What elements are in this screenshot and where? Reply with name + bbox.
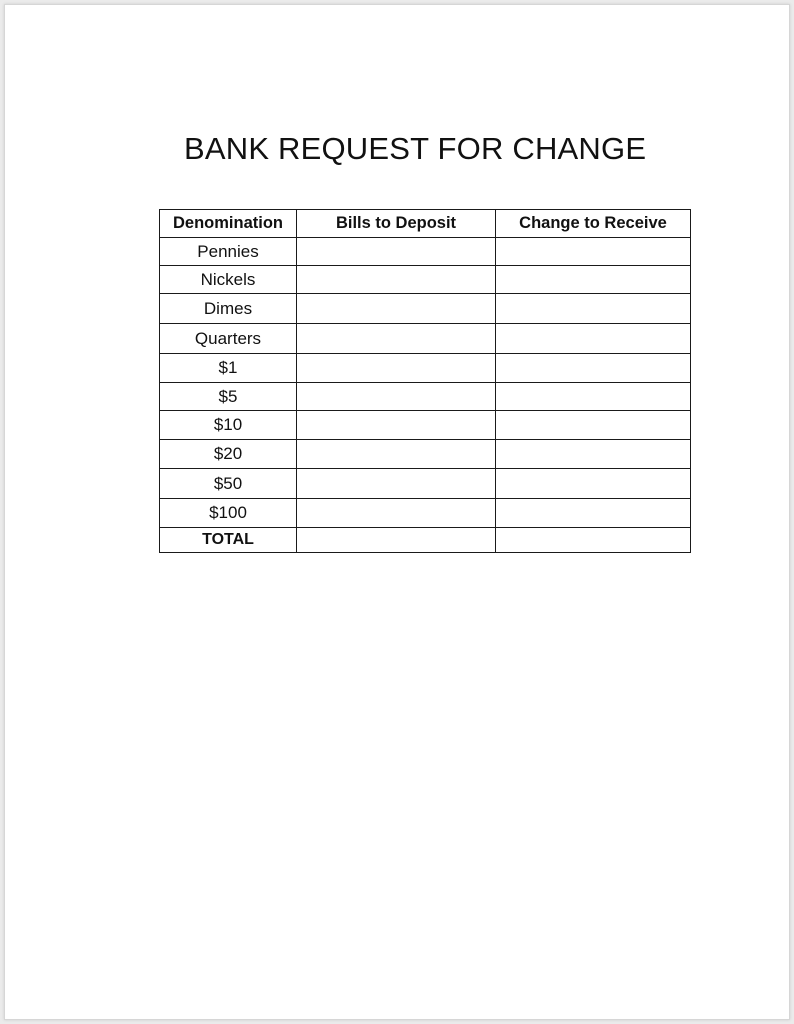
- bills-to-deposit-cell[interactable]: [297, 266, 496, 294]
- bills-to-deposit-cell[interactable]: [297, 469, 496, 499]
- header-change-to-receive: Change to Receive: [496, 210, 691, 238]
- table-row: [160, 354, 691, 383]
- bills-to-deposit-cell[interactable]: [297, 294, 496, 324]
- denomination-cell: $10: [160, 411, 297, 440]
- table-row: [160, 499, 691, 528]
- total-bills-to-deposit-cell[interactable]: [297, 528, 496, 553]
- total-row: [160, 528, 691, 553]
- denomination-cell: Pennies: [160, 238, 297, 266]
- bills-to-deposit-cell[interactable]: [297, 238, 496, 266]
- bills-to-deposit-cell[interactable]: [297, 411, 496, 440]
- change-to-receive-cell[interactable]: [496, 324, 691, 354]
- header-denomination: Denomination: [160, 210, 297, 238]
- change-to-receive-cell[interactable]: [496, 238, 691, 266]
- change-to-receive-cell[interactable]: [496, 469, 691, 499]
- change-to-receive-cell[interactable]: [496, 411, 691, 440]
- denomination-cell: $20: [160, 440, 297, 469]
- table-row: [160, 383, 691, 411]
- change-request-table: [159, 209, 691, 553]
- denomination-cell: Dimes: [160, 294, 297, 324]
- denomination-cell: $100: [160, 499, 297, 528]
- change-to-receive-cell[interactable]: [496, 354, 691, 383]
- denomination-cell: $5: [160, 383, 297, 411]
- bills-to-deposit-cell[interactable]: [297, 383, 496, 411]
- denomination-cell: $1: [160, 354, 297, 383]
- bills-to-deposit-cell[interactable]: [297, 324, 496, 354]
- total-label: TOTAL: [160, 528, 297, 553]
- change-to-receive-cell[interactable]: [496, 440, 691, 469]
- table-row: [160, 238, 691, 266]
- header-bills-to-deposit: Bills to Deposit: [297, 210, 496, 238]
- change-to-receive-cell[interactable]: [496, 499, 691, 528]
- table-row: [160, 294, 691, 324]
- bills-to-deposit-cell[interactable]: [297, 354, 496, 383]
- change-to-receive-cell[interactable]: [496, 383, 691, 411]
- change-to-receive-cell[interactable]: [496, 294, 691, 324]
- table-row: [160, 411, 691, 440]
- table-row: [160, 469, 691, 499]
- bills-to-deposit-cell[interactable]: [297, 440, 496, 469]
- page-title: BANK REQUEST FOR CHANGE: [184, 131, 647, 166]
- document-page: [4, 4, 790, 1020]
- change-to-receive-cell[interactable]: [496, 266, 691, 294]
- table-row: [160, 324, 691, 354]
- denomination-cell: Nickels: [160, 266, 297, 294]
- bills-to-deposit-cell[interactable]: [297, 499, 496, 528]
- table-row: [160, 266, 691, 294]
- total-change-to-receive-cell[interactable]: [496, 528, 691, 553]
- table-row: [160, 440, 691, 469]
- denomination-cell: $50: [160, 469, 297, 499]
- table-header-row: [160, 210, 691, 238]
- denomination-cell: Quarters: [160, 324, 297, 354]
